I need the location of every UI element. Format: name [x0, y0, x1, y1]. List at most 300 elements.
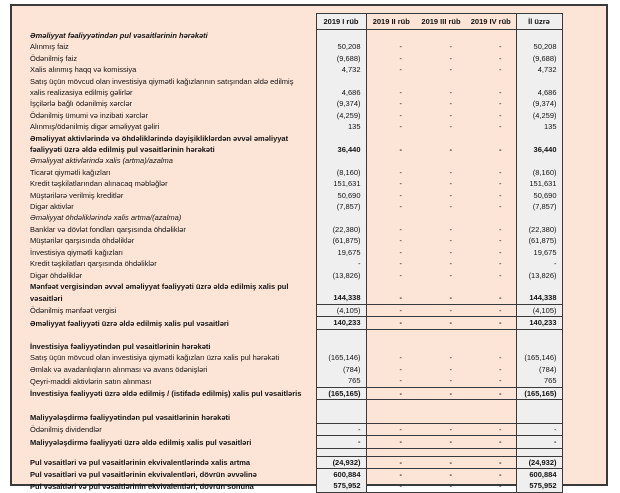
- row-label: İnvestisiya fəaliyyəti üzrə əldə edilmiş / (istifadə edilmiş) xalis pul vəsaitləris: [30, 389, 302, 399]
- cell-2019-q1: (784): [316, 364, 366, 375]
- cell-2019-q4: -: [499, 259, 502, 269]
- cell-2019-q3: [416, 329, 466, 341]
- cell-2019-q1: 765: [316, 375, 366, 387]
- table-row: [12, 30, 606, 42]
- cell-2019-q1: -: [316, 258, 366, 269]
- cell-2019-q3: [416, 411, 466, 423]
- cell-2019-q4: -: [466, 317, 516, 329]
- cell-2019-q3: -: [449, 259, 452, 269]
- cell-2019-q4: -: [499, 353, 502, 363]
- cell-2019-q2: [366, 212, 416, 223]
- cell-year-total: 575,952: [516, 480, 562, 492]
- row-right-spacer: [562, 292, 606, 304]
- row-right-spacer: [562, 352, 606, 363]
- cell-2019-q2: -: [366, 423, 416, 435]
- cell-2019-q3: -: [449, 179, 452, 189]
- cell-2019-q2: -: [399, 42, 402, 52]
- cell-2019-q1: (22,380): [316, 224, 366, 235]
- cell-2019-q3: -: [449, 53, 452, 63]
- row-right-spacer: [562, 224, 606, 235]
- row-label: İşçilərlə bağlı ödənilmiş xərclər: [30, 99, 133, 109]
- table-row: [12, 468, 606, 480]
- cell-2019-q4: [466, 155, 516, 166]
- cell-2019-q3: -: [449, 224, 452, 234]
- cell-year-total: -: [516, 258, 562, 269]
- cell-2019-q1: -: [316, 423, 366, 435]
- row-right-spacer: [562, 341, 606, 352]
- row-right-spacer: [562, 201, 606, 212]
- row-right-spacer: [562, 411, 606, 423]
- cell-2019-q4: -: [499, 236, 502, 246]
- cell-2019-q4: [466, 281, 516, 292]
- row-label: İnvestisiya qiymətli kağızları: [30, 247, 123, 257]
- cell-2019-q2: -: [366, 304, 416, 316]
- row-right-spacer: [562, 468, 606, 480]
- row-label: Mənfəət vergisindən əvvəl əməliyyat fəaliyyəti üzrə əldə edilmiş xalis pul: [30, 281, 289, 291]
- cell-2019-q4: -: [499, 122, 502, 132]
- cell-year-total: (22,380): [516, 224, 562, 235]
- row-label: Əməliyyat aktivlərində və öhdəliklərində dəyişikliklərdən əvvəl əməliyyat: [30, 133, 289, 143]
- cell-2019-q4: -: [499, 190, 502, 200]
- cell-2019-q3: [416, 399, 466, 411]
- cell-2019-q2: -: [399, 145, 402, 155]
- cash-flow-table: [12, 13, 606, 493]
- cell-2019-q4: -: [499, 376, 502, 386]
- row-label: fəaliyyəti üzrə əldə edilmiş pul vəsaitlərinin hərəkəti: [30, 145, 215, 155]
- cell-2019-q2: -: [399, 122, 402, 132]
- table-row: [12, 387, 606, 399]
- cell-2019-q1: 151,631: [316, 178, 366, 189]
- row-label: Maliyyələşdirmə fəaliyyəti üzrə əldə edilmiş xalis pul vəsaitləri: [30, 437, 252, 447]
- cell-2019-q1: (24,932): [316, 456, 366, 468]
- cell-year-total: [516, 30, 562, 42]
- cell-2019-q3: -: [416, 480, 466, 492]
- cell-2019-q1: (8,160): [316, 167, 366, 178]
- table-row: [12, 201, 606, 212]
- cell-year-total: (61,875): [516, 235, 562, 246]
- row-label: Banklar və dövlət fondları qarşısında öhdəliklər: [30, 224, 186, 234]
- cell-year-total: 151,631: [516, 178, 562, 189]
- row-label: Pul vəsaitləri və pul vəsaitlərinin ekvivalentlərində xalis artma: [30, 458, 251, 468]
- table-row: [12, 98, 606, 109]
- cell-2019-q3: -: [416, 436, 466, 448]
- cell-2019-q1: (61,875): [316, 235, 366, 246]
- row-label: Əməliyyat öhdəliklərində xalis artma/(azalma): [30, 213, 182, 223]
- cell-2019-q2: -: [399, 65, 402, 75]
- cell-2019-q2: [366, 133, 416, 144]
- row-label: xalis realizasiya edilmiş gəlirlər: [30, 88, 133, 98]
- cell-2019-q3: [416, 155, 466, 166]
- table-row: [12, 144, 606, 155]
- cell-2019-q3: [416, 76, 466, 87]
- header-label-spacer: [12, 14, 316, 30]
- table-row: [12, 304, 606, 316]
- cell-2019-q4: -: [466, 436, 516, 448]
- cell-2019-q2: -: [399, 353, 402, 363]
- cell-2019-q1: (7,857): [316, 201, 366, 212]
- cell-2019-q3: -: [449, 293, 452, 303]
- table-row: [12, 178, 606, 189]
- cell-2019-q3: -: [449, 110, 452, 120]
- cell-2019-q1: 36,440: [316, 144, 366, 155]
- cell-2019-q1: [316, 133, 366, 144]
- table-row: [12, 436, 606, 448]
- cell-2019-q3: -: [449, 270, 452, 280]
- table-row: [12, 235, 606, 246]
- cell-2019-q2: -: [399, 293, 402, 303]
- cell-2019-q3: -: [449, 88, 452, 98]
- row-label: Satış üçün mövcud olan investisiya qiymətli kağızları üzrə xalis pul hərəkəti: [30, 353, 280, 363]
- cell-2019-q4: -: [466, 456, 516, 468]
- cell-2019-q1: 19,675: [316, 247, 366, 258]
- cell-2019-q1: (165,165): [316, 387, 366, 399]
- row-right-spacer: [562, 121, 606, 132]
- cell-2019-q3: -: [416, 317, 466, 329]
- cell-2019-q4: -: [499, 167, 502, 177]
- header-right-spacer: [562, 14, 606, 30]
- cell-2019-q4: -: [466, 480, 516, 492]
- row-right-spacer: [562, 364, 606, 375]
- table-row: [12, 292, 606, 304]
- cell-2019-q4: [466, 448, 516, 456]
- cell-2019-q2: -: [366, 456, 416, 468]
- cell-year-total: [516, 133, 562, 144]
- cell-2019-q4: -: [499, 99, 502, 109]
- cell-year-total: 19,675: [516, 247, 562, 258]
- cell-2019-q1: 50,208: [316, 41, 366, 52]
- row-right-spacer: [562, 98, 606, 109]
- cell-2019-q4: -: [499, 145, 502, 155]
- row-label: Ticarət qiymətli kağızları: [30, 167, 111, 177]
- row-right-spacer: [562, 317, 606, 329]
- row-label: vəsaitləri: [30, 293, 63, 303]
- row-right-spacer: [562, 87, 606, 98]
- row-label: Əməliyyat aktivlərində xalis (artma)/azalma: [30, 156, 173, 166]
- table-row: [12, 212, 606, 223]
- cell-year-total: (24,932): [516, 456, 562, 468]
- row-label: Digər aktivlər: [30, 202, 74, 212]
- cell-2019-q1: 144,338: [316, 292, 366, 304]
- table-row: [12, 423, 606, 435]
- cell-year-total: (4,259): [516, 110, 562, 121]
- cell-2019-q1: [316, 341, 366, 352]
- table-row: [12, 317, 606, 329]
- cell-2019-q3: -: [449, 167, 452, 177]
- cell-2019-q3: -: [449, 469, 452, 479]
- cell-year-total: [516, 411, 562, 423]
- row-label: Ödənilmiş mənfəət vergisi: [30, 306, 117, 316]
- cell-2019-q1: (13,826): [316, 270, 366, 281]
- table-row: [12, 64, 606, 75]
- cell-2019-q4: [466, 399, 516, 411]
- cell-2019-q1: 575,952: [316, 480, 366, 492]
- row-right-spacer: [562, 270, 606, 281]
- row-right-spacer: [562, 387, 606, 399]
- cell-2019-q1: 4,732: [316, 64, 366, 75]
- row-label: [12, 329, 316, 341]
- cell-2019-q1: -: [316, 436, 366, 448]
- cell-2019-q4: -: [499, 270, 502, 280]
- cell-2019-q3: -: [449, 236, 452, 246]
- row-label: Ödənilmiş ümumi və inzibati xərclər: [30, 110, 148, 120]
- table-row: [12, 121, 606, 132]
- cell-2019-q4: -: [499, 42, 502, 52]
- cell-2019-q2: -: [366, 480, 416, 492]
- row-label: Əməliyyat fəaliyyəti üzrə əldə edilmiş xalis pul vəsaitləri: [30, 318, 229, 328]
- row-label: Satış üçün mövcud olan investisiya qiymətli kağızlarının satışından əldə edilmiş: [30, 76, 294, 86]
- cell-year-total: 4,686: [516, 87, 562, 98]
- cell-2019-q3: -: [449, 202, 452, 212]
- table-row: [12, 270, 606, 281]
- table-row: [12, 352, 606, 363]
- cell-2019-q2: -: [399, 88, 402, 98]
- cell-2019-q3: -: [449, 42, 452, 52]
- cell-2019-q2: -: [399, 53, 402, 63]
- cell-2019-q1: [316, 411, 366, 423]
- header-2019-q1: 2019 I rüb: [316, 14, 366, 30]
- row-right-spacer: [562, 155, 606, 166]
- table-row: [12, 155, 606, 166]
- row-right-spacer: [562, 110, 606, 121]
- cell-2019-q3: -: [449, 364, 452, 374]
- cell-2019-q1: [316, 30, 366, 42]
- cell-year-total: [516, 212, 562, 223]
- cell-2019-q2: -: [366, 436, 416, 448]
- row-label: Ödənilmiş faiz: [30, 53, 78, 63]
- row-right-spacer: [562, 41, 606, 52]
- cell-year-total: -: [516, 436, 562, 448]
- row-label: Müştərilər qarşısında öhdəliklər: [30, 236, 135, 246]
- row-label: Əmlak və avadanlıqların alınması və avans ödənişləri: [30, 364, 208, 374]
- cell-year-total: [516, 76, 562, 87]
- row-right-spacer: [562, 178, 606, 189]
- header-2019-q3: 2019 III rüb: [416, 14, 466, 30]
- cell-2019-q3: -: [449, 99, 452, 109]
- table-row: [12, 53, 606, 64]
- cell-year-total: [516, 155, 562, 166]
- row-right-spacer: [562, 448, 606, 456]
- cell-2019-q1: (4,259): [316, 110, 366, 121]
- cell-2019-q4: [466, 133, 516, 144]
- cell-year-total: 140,233: [516, 317, 562, 329]
- table-row: [12, 247, 606, 258]
- cell-2019-q2: -: [399, 190, 402, 200]
- cell-2019-q3: -: [416, 387, 466, 399]
- cell-2019-q3: -: [449, 376, 452, 386]
- cell-2019-q4: -: [499, 364, 502, 374]
- cell-2019-q2: -: [399, 236, 402, 246]
- row-right-spacer: [562, 144, 606, 155]
- row-label: Alınmış faiz: [30, 42, 69, 52]
- row-right-spacer: [562, 281, 606, 292]
- header-2019-q2: 2019 II rüb: [366, 14, 416, 30]
- cell-2019-q4: -: [499, 202, 502, 212]
- spacer-row: [12, 448, 606, 456]
- header-2019-q4: 2019 IV rüb: [466, 14, 516, 30]
- cell-2019-q4: -: [499, 293, 502, 303]
- cell-2019-q4: [466, 341, 516, 352]
- cell-2019-q4: [466, 30, 516, 42]
- cell-2019-q2: [366, 76, 416, 87]
- cell-year-total: (165,146): [516, 352, 562, 363]
- cell-2019-q4: -: [499, 110, 502, 120]
- cell-year-total: [516, 329, 562, 341]
- cell-2019-q1: [316, 448, 366, 456]
- cell-2019-q2: [366, 155, 416, 166]
- row-right-spacer: [562, 375, 606, 387]
- cell-2019-q2: [366, 329, 416, 341]
- cell-2019-q4: -: [466, 423, 516, 435]
- row-label: Pul vəsaitləri və pul vəsaitlərinin ekvivalentləri, dövrün əvvəlinə: [30, 469, 257, 479]
- cell-year-total: 135: [516, 121, 562, 132]
- table-row: [12, 341, 606, 352]
- cell-year-total: (165,165): [516, 387, 562, 399]
- cell-year-total: (7,857): [516, 201, 562, 212]
- row-label: Ödənilmiş dividendlər: [30, 425, 102, 435]
- cell-2019-q3: [416, 133, 466, 144]
- cell-2019-q1: 4,686: [316, 87, 366, 98]
- cell-year-total: 765: [516, 375, 562, 387]
- row-label: Maliyyələşdirmə fəaliyyətindən pul vəsaitlərinin hərəkəti: [30, 412, 231, 422]
- row-label: Pul vəsaitləri və pul vəsaitlərinin ekvivalentləri, dövrün sonuna: [30, 481, 254, 491]
- row-label: Əməliyyat fəaliyyətindən pul vəsaitlərinin hərəkəti: [30, 30, 208, 40]
- cell-2019-q2: -: [399, 110, 402, 120]
- table-row: [12, 41, 606, 52]
- cell-2019-q1: [316, 329, 366, 341]
- header-year-total: İl üzrə: [516, 14, 562, 30]
- table-row: [12, 364, 606, 375]
- row-label: Kredit təşkilatları qarşısında öhdəliklər: [30, 259, 157, 269]
- cell-2019-q1: (9,688): [316, 53, 366, 64]
- cell-2019-q4: -: [499, 88, 502, 98]
- table-row: [12, 258, 606, 269]
- cell-2019-q1: [316, 76, 366, 87]
- row-label: İnvestisiya fəaliyyətindən pul vəsaitlərinin hərəkəti: [30, 341, 211, 351]
- spacer-row: [12, 399, 606, 411]
- cell-2019-q4: [466, 329, 516, 341]
- statement-sheet: [10, 4, 608, 491]
- cell-year-total: [516, 448, 562, 456]
- cell-2019-q2: [366, 341, 416, 352]
- cell-2019-q3: -: [449, 353, 452, 363]
- cell-2019-q3: -: [449, 247, 452, 257]
- cell-year-total: [516, 341, 562, 352]
- cell-2019-q4: -: [466, 304, 516, 316]
- row-right-spacer: [562, 423, 606, 435]
- row-right-spacer: [562, 30, 606, 42]
- cell-2019-q3: [416, 341, 466, 352]
- row-right-spacer: [562, 456, 606, 468]
- cell-2019-q4: [466, 212, 516, 223]
- header-row: [12, 14, 606, 30]
- cell-2019-q2: -: [399, 179, 402, 189]
- table-row: [12, 375, 606, 387]
- cell-year-total: 4,732: [516, 64, 562, 75]
- cell-2019-q3: -: [416, 304, 466, 316]
- row-label: Kredit təşkilatlarından alınacaq məbləğlər: [30, 179, 168, 189]
- row-label: [12, 448, 316, 456]
- cell-2019-q2: -: [399, 202, 402, 212]
- cell-2019-q2: -: [399, 247, 402, 257]
- cell-2019-q3: -: [449, 190, 452, 200]
- cell-2019-q2: -: [399, 270, 402, 280]
- cell-2019-q1: 140,233: [316, 317, 366, 329]
- cell-year-total: (4,105): [516, 304, 562, 316]
- cell-2019-q3: [416, 281, 466, 292]
- row-right-spacer: [562, 436, 606, 448]
- row-right-spacer: [562, 167, 606, 178]
- row-right-spacer: [562, 212, 606, 223]
- table-row: [12, 411, 606, 423]
- cell-2019-q2: [366, 411, 416, 423]
- row-right-spacer: [562, 76, 606, 87]
- cell-2019-q2: -: [399, 167, 402, 177]
- row-label: Alınmış/ödənilmiş digər əməliyyat gəliri: [30, 122, 160, 132]
- table-row: [12, 87, 606, 98]
- row-right-spacer: [562, 190, 606, 201]
- table-row: [12, 480, 606, 492]
- row-label: Xalis alınmış haqq və komissiya: [30, 65, 137, 75]
- row-right-spacer: [562, 235, 606, 246]
- cell-2019-q2: [366, 448, 416, 456]
- cell-2019-q2: -: [399, 364, 402, 374]
- cell-2019-q1: (165,146): [316, 352, 366, 363]
- cell-2019-q2: -: [399, 224, 402, 234]
- cell-2019-q3: -: [416, 456, 466, 468]
- row-right-spacer: [562, 329, 606, 341]
- cell-year-total: 50,690: [516, 190, 562, 201]
- cell-2019-q2: -: [366, 387, 416, 399]
- cell-2019-q2: -: [399, 376, 402, 386]
- cell-2019-q2: [366, 30, 416, 42]
- row-right-spacer: [562, 399, 606, 411]
- cell-year-total: 36,440: [516, 144, 562, 155]
- cell-2019-q1: 50,690: [316, 190, 366, 201]
- cell-2019-q4: -: [499, 224, 502, 234]
- cell-2019-q4: -: [499, 53, 502, 63]
- cell-year-total: [516, 399, 562, 411]
- cell-2019-q1: [316, 281, 366, 292]
- cell-2019-q4: [466, 411, 516, 423]
- table-row: [12, 190, 606, 201]
- cell-2019-q2: -: [366, 317, 416, 329]
- row-right-spacer: [562, 133, 606, 144]
- row-right-spacer: [562, 480, 606, 492]
- table-row: [12, 456, 606, 468]
- cell-year-total: (9,374): [516, 98, 562, 109]
- row-right-spacer: [562, 247, 606, 258]
- cell-2019-q1: 135: [316, 121, 366, 132]
- cell-2019-q2: [366, 399, 416, 411]
- table-row: [12, 133, 606, 144]
- cell-year-total: (9,688): [516, 53, 562, 64]
- row-right-spacer: [562, 304, 606, 316]
- table-row: [12, 76, 606, 87]
- row-right-spacer: [562, 258, 606, 269]
- cell-2019-q1: [316, 212, 366, 223]
- cell-2019-q4: -: [466, 387, 516, 399]
- row-right-spacer: [562, 64, 606, 75]
- cell-2019-q3: -: [449, 145, 452, 155]
- table-row: [12, 281, 606, 292]
- cell-2019-q3: [416, 212, 466, 223]
- row-label: Qeyri-maddi aktivlərin satın alınması: [30, 376, 152, 386]
- cell-2019-q2: -: [399, 469, 402, 479]
- cell-2019-q2: [366, 281, 416, 292]
- cell-year-total: [516, 281, 562, 292]
- cell-2019-q3: [416, 30, 466, 42]
- cell-2019-q4: -: [499, 65, 502, 75]
